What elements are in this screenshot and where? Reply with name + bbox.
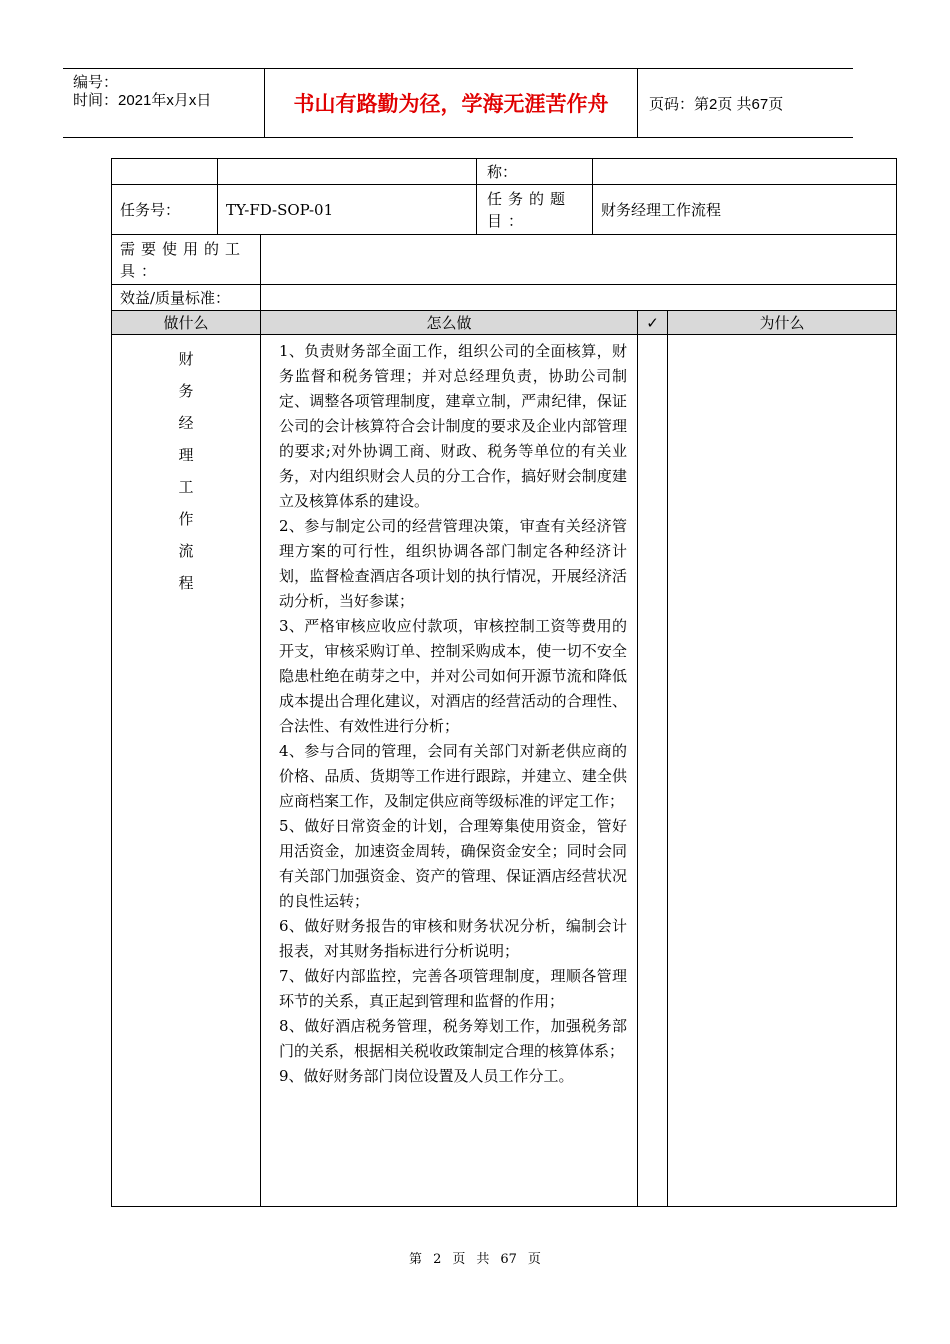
how-item: 9、做好财务部门岗位设置及人员工作分工。 xyxy=(279,1067,574,1085)
page-footer xyxy=(0,1248,950,1267)
col-header-why: 为什么 xyxy=(668,311,897,335)
what-cell xyxy=(112,335,261,1207)
header-motto: 书山有路勤为径，学海无涯苦作舟 xyxy=(293,92,609,116)
page-header xyxy=(63,68,853,138)
checkmark-icon: ✓ xyxy=(638,311,668,335)
time-label: 时间：2021年x月x日 xyxy=(73,92,212,109)
what-char: 财 xyxy=(178,350,194,368)
tools-label: 需要使用的工具： xyxy=(112,235,261,285)
tools-row xyxy=(112,235,897,285)
footer-di: 第 xyxy=(409,1252,423,1267)
check-cell xyxy=(638,335,668,1207)
how-item: 3、严格审核应收应付款项，审核控制工资等费用的开支，审核采购订单、控制采购成本，使一切不安全隐患杜绝在萌芽之中，并对公司如何开源节流和降低成本提出合理化建议，对酒店的经营活动的合理性、合法性、有效性进行分析； xyxy=(279,617,627,735)
footer-ye: 页 xyxy=(452,1252,466,1267)
task-no-value: TY-FD-SOP-01 xyxy=(218,185,477,235)
tools-value xyxy=(261,235,897,285)
task-title-value: 财务经理工作流程 xyxy=(593,185,897,235)
what-char: 务 xyxy=(178,382,194,400)
footer-page-number: 2 xyxy=(433,1252,442,1267)
cell-empty-b xyxy=(218,159,477,185)
what-char: 作 xyxy=(178,510,194,528)
benefit-row xyxy=(112,285,897,311)
how-item: 6、做好财务报告的审核和财务状况分析，编制会计报表，对其财务指标进行分析说明； xyxy=(279,917,627,960)
how-cell xyxy=(261,335,638,1207)
how-item: 4、参与合同的管理，会同有关部门对新老供应商的价格、品质、货期等工作进行跟踪，并建立、建全供应商档案工作，及制定供应商等级标准的评定工作； xyxy=(279,742,627,810)
task-title-label: 任务的题目： xyxy=(477,185,593,235)
col-header-how: 怎么做 xyxy=(261,311,638,335)
how-item: 1、负责财务部全面工作，组织公司的全面核算，财务监督和税务管理；并对总经理负责，协助公司制定、调整各项管理制度，建章立制，严肃纪律，保证公司的会计核算符合会计制度的要求及企业内部管理的要求;对外协调工商、财政、税务等单位的有关业务，对内组织财会人员的分工合作，搞好财会制度建立及核算体系的建设。 xyxy=(279,342,627,510)
how-item: 8、做好酒店税务管理，税务筹划工作，加强税务部门的关系，根据相关税收政策制定合理的核算体系； xyxy=(279,1017,627,1060)
cell-empty-a xyxy=(112,159,218,185)
benefit-value xyxy=(261,285,897,311)
header-page-info: 页码：第2页 共67页 xyxy=(649,95,784,113)
footer-ye2: 页 xyxy=(527,1252,541,1267)
content-row xyxy=(112,335,897,1207)
how-item: 2、参与制定公司的经营管理决策，审查有关经济管理方案的可行性，组织协调各部门制定各种经济计划，监督检查酒店各项计划的执行情况，开展经济活动分析，当好参谋； xyxy=(279,517,627,610)
header-meta xyxy=(63,69,263,137)
footer-total-pages: 67 xyxy=(500,1252,517,1267)
name-value xyxy=(593,159,897,185)
why-cell xyxy=(668,335,897,1207)
benefit-label: 效益/质量标准： xyxy=(112,285,261,311)
footer-gong: 共 xyxy=(476,1252,490,1267)
sop-table xyxy=(111,158,897,1207)
what-char: 工 xyxy=(178,478,194,496)
what-char: 流 xyxy=(178,542,194,560)
what-char: 经 xyxy=(178,414,194,432)
what-char: 理 xyxy=(178,446,194,464)
code-label: 编号： xyxy=(73,74,119,91)
task-row xyxy=(112,185,897,235)
name-row xyxy=(112,159,897,185)
column-header-row xyxy=(112,311,897,335)
header-divider-right xyxy=(637,69,638,137)
what-char: 程 xyxy=(178,574,194,592)
task-no-label: 任务号： xyxy=(112,185,218,235)
col-header-what: 做什么 xyxy=(112,311,261,335)
how-item: 7、做好内部监控，完善各项管理制度，理顺各管理环节的关系，真正起到管理和监督的作用； xyxy=(279,967,627,1010)
how-item: 5、做好日常资金的计划，合理筹集使用资金，管好用活资金，加速资金周转，确保资金安全；同时会同有关部门加强资金、资产的管理、保证酒店经营状况的良性运转； xyxy=(279,817,627,910)
name-label: 称： xyxy=(477,159,593,185)
